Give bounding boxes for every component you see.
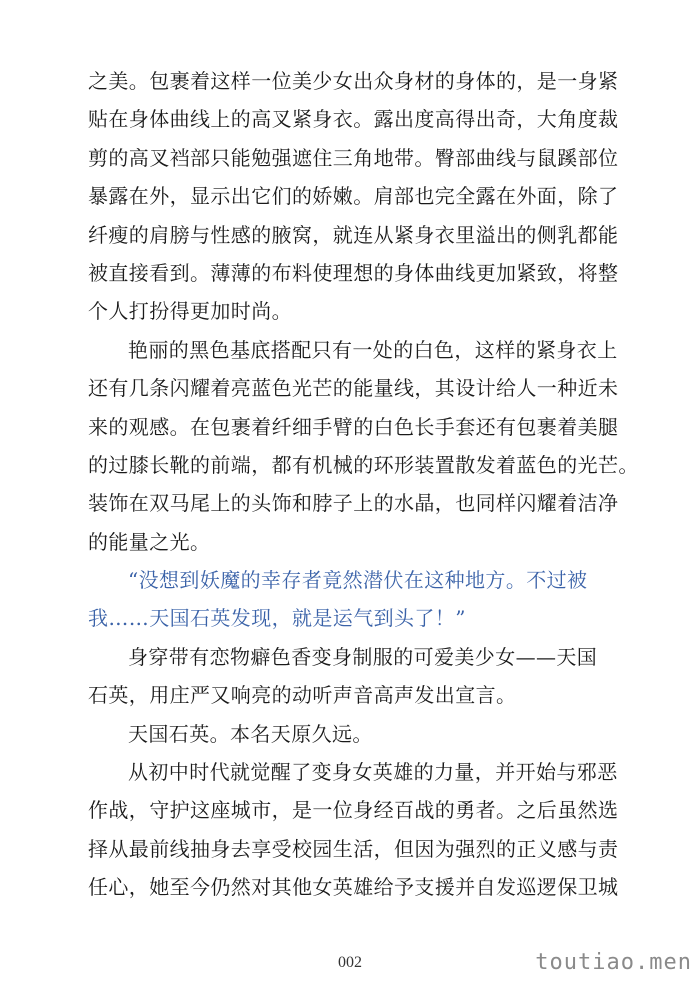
text-line: 被直接看到。薄薄的布料使理想的身体曲线更加紧致，将整 — [88, 260, 619, 285]
watermark: toutiao.men — [535, 950, 692, 975]
page-number: 002 — [338, 954, 362, 971]
text-line: 装饰在双马尾上的头饰和脖子上的水晶，也同样闪耀着洁净 — [88, 491, 619, 516]
text-line: 艳丽的黑色基底搭配只有一处的白色，这样的紧身衣上 — [128, 337, 618, 362]
text-line: 还有几条闪耀着亮蓝色光芒的能量线，其设计给人一种近未 — [88, 376, 619, 401]
text-line: 择从最前线抽身去享受校园生活，但因为强烈的正义感与责 — [88, 836, 619, 861]
text-line: 贴在身体曲线上的高叉紧身衣。露出度高得出奇，大角度裁 — [88, 107, 619, 132]
text-line: 之美。包裹着这样一位美少女出众身材的身体的，是一身紧 — [88, 69, 619, 93]
text-line: 暴露在外，显示出它们的娇嫩。肩部也完全露在外面，除了 — [88, 184, 619, 209]
text-line: 的能量之光。 — [88, 529, 211, 554]
text-line: 任心，她至今仍然对其他女英雄给予支援并自发巡逻保卫城 — [88, 875, 619, 900]
body-text — [88, 62, 639, 907]
text-line: 作战，守护这座城市，是一位身经百战的勇者。之后虽然选 — [88, 798, 619, 823]
text-line: 纤瘦的肩膀与性感的腋窝，就连从紧身衣里溢出的侧乳都能 — [88, 222, 619, 247]
dialogue-line: 我……天国石英发现，就是运气到头了！” — [88, 606, 466, 631]
text-line: 的过膝长靴的前端，都有机械的环形装置散发着蓝色的光芒。 — [88, 452, 639, 477]
text-line: 身穿带有恋物癖色香变身制服的可爱美少女——天国 — [128, 644, 598, 669]
text-line: 石英，用庄严又响亮的动听声音高声发出宣言。 — [88, 683, 517, 708]
text-line: 个人打扮得更加时尚。 — [88, 299, 292, 324]
text-line: 剪的高叉裆部只能勉强遮住三角地带。臀部曲线与鼠蹊部位 — [88, 145, 619, 170]
text-line: 天国石英。本名天原久远。 — [128, 721, 373, 746]
text-line: 从初中时代就觉醒了变身女英雄的力量，并开始与邪恶 — [128, 760, 618, 785]
dialogue-line: “没想到妖魔的幸存者竟然潜伏在这种地方。不过被 — [128, 568, 588, 593]
text-line: 来的观感。在包裹着纤细手臂的白色长手套还有包裹着美腿 — [88, 414, 619, 439]
